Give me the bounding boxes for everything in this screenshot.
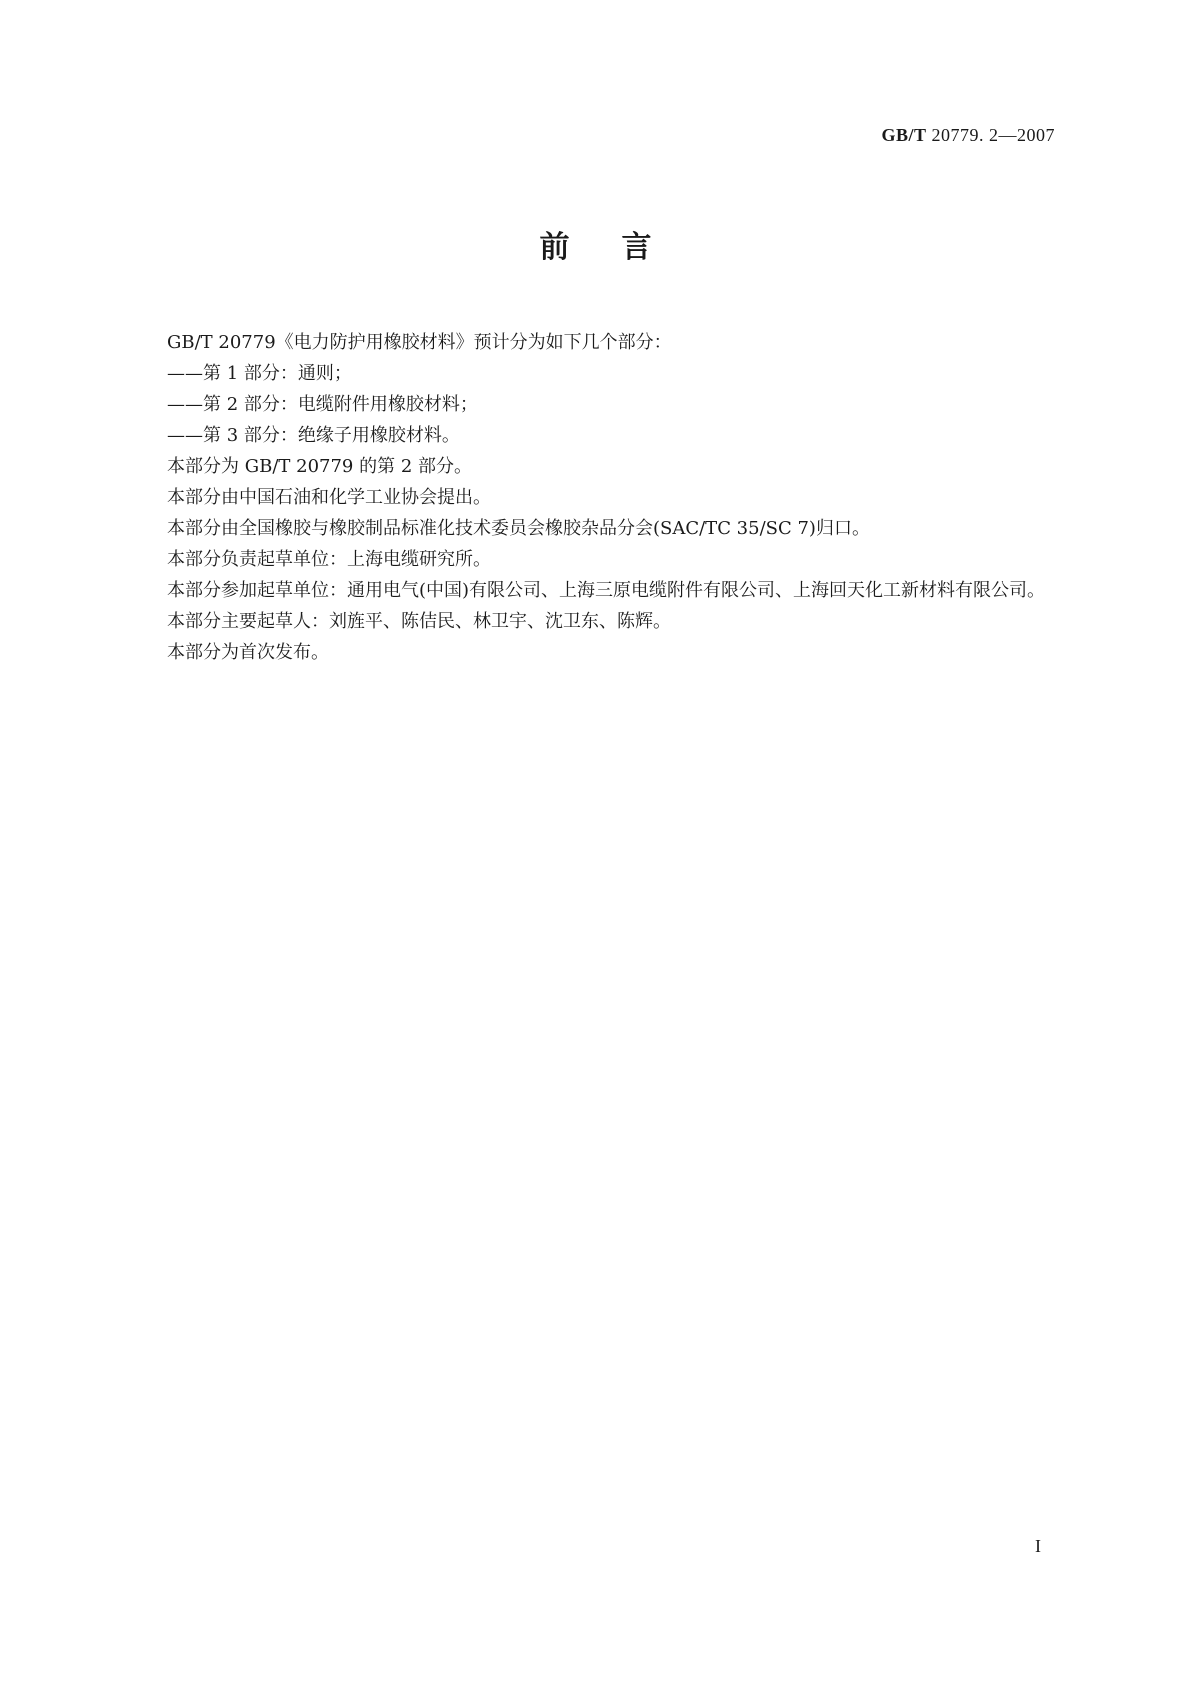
paragraph-main-drafters: 本部分主要起草人：刘旌平、陈佶民、林卫宇、沈卫东、陈辉。 [167, 611, 671, 632]
page-title: 前言 [539, 230, 704, 265]
part-list-item: ——第 3 部分：绝缘子用橡胶材料。 [167, 425, 460, 446]
paragraph-committee: 本部分由全国橡胶与橡胶制品标准化技术委员会橡胶杂品分会(SAC/TC 35/SC 7)归口。 [167, 518, 870, 539]
part-list-item: ——第 2 部分：电缆附件用橡胶材料； [167, 394, 478, 415]
standard-number [881, 125, 1055, 146]
standard-code: 20779. 2—2007 [931, 125, 1055, 145]
foreword-body [130, 327, 1062, 668]
paragraph-first-release: 本部分为首次发布。 [167, 642, 329, 663]
paragraph-lead-drafter: 本部分负责起草单位：上海电缆研究所。 [167, 549, 491, 570]
intro-paragraph: GB/T 20779《电力防护用橡胶材料》预计分为如下几个部分： [167, 332, 672, 353]
standard-prefix: GB/T [881, 125, 927, 145]
paragraph-participating-drafters: 本部分参加起草单位：通用电气(中国)有限公司、上海三原电缆附件有限公司、上海回天化工新材料有限公司。 [167, 580, 1046, 601]
page-number: I [1035, 1536, 1041, 1556]
part-list-item: ——第 1 部分：通则； [167, 363, 352, 384]
paragraph-part-number: 本部分为 GB/T 20779 的第 2 部分。 [167, 456, 472, 477]
paragraph-proposer: 本部分由中国石油和化学工业协会提出。 [167, 487, 491, 508]
